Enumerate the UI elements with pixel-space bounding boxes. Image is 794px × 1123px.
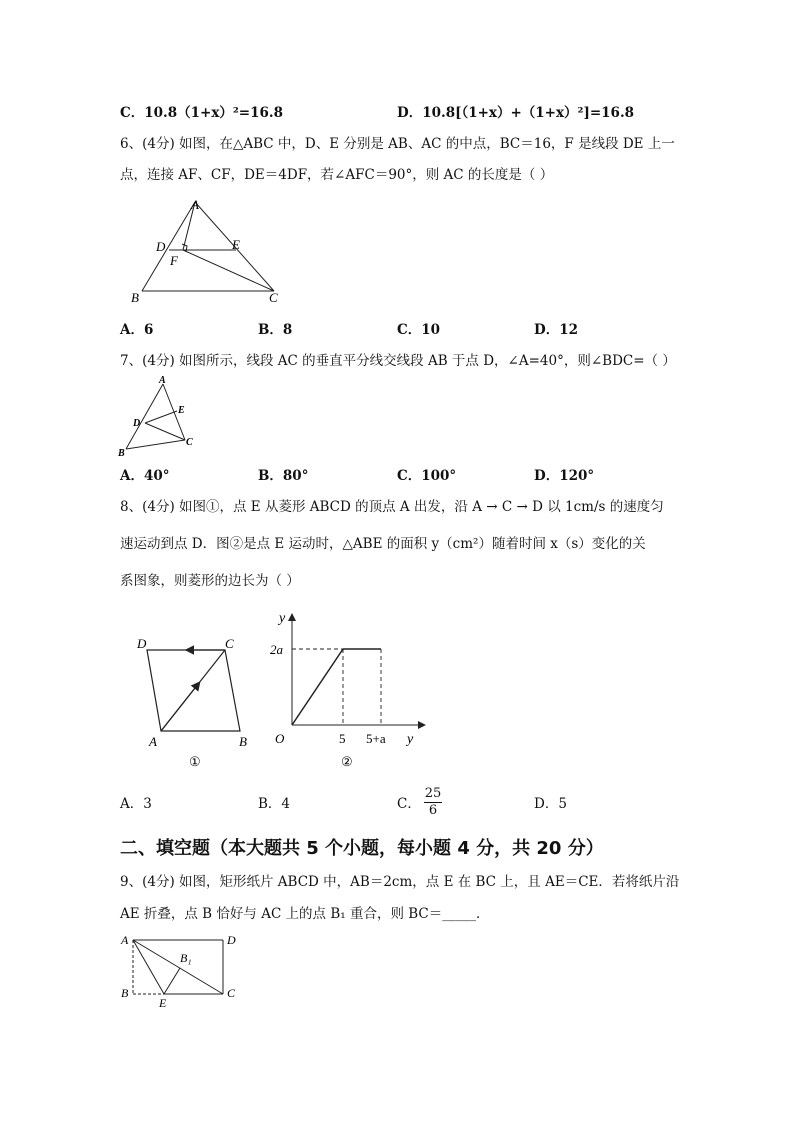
q6-option-c: C．10	[397, 322, 441, 338]
q7-option-c: C．100°	[397, 468, 457, 484]
q8-graph-origin: O	[275, 731, 285, 746]
q5-option-d: D．10.8[（1+x）+（1+x）²]=16.8	[397, 105, 635, 121]
q8-option-c-prefix: C．	[397, 796, 421, 812]
q8-figure1-rhombus	[125, 628, 265, 773]
q6-option-a: A．6	[120, 322, 154, 338]
q8-fig1-label-b: B	[239, 734, 247, 749]
q7-figure	[115, 374, 205, 460]
q8-option-c-denominator: 6	[428, 803, 438, 818]
q9-label-b: B	[121, 986, 129, 1000]
q9-segment-eb1	[164, 968, 180, 994]
q8-text-line1: 8、(4分) 如图①，点 E 从菱形 ABCD 的顶点 A 出发，沿 A → C → D 以 1cm/s 的速度匀	[120, 499, 664, 515]
q6-text-line1: 6、(4分) 如图，在△ABC 中，D、E 分别是 AB、AC 的中点，BC＝16，F 是线段 DE 上一	[120, 136, 675, 152]
q8-graph-y-label: y	[279, 611, 286, 626]
q7-text-line1: 7、(4分) 如图所示，线段 AC 的垂直平分线交线段 AB 于点 D，∠A=40°，则∠BDC=（ ）	[120, 353, 676, 369]
q8-arrow-ac	[161, 683, 199, 731]
q8-option-c-numerator: 25	[424, 786, 442, 801]
q9-label-c: C	[227, 986, 236, 1000]
q8-option-d: D．5	[534, 796, 567, 812]
q8-option-b: B．4	[258, 796, 291, 812]
q7-label-d: D	[133, 418, 141, 429]
section-fill-in-title: 二、填空题（本大题共 5 个小题，每小题 4 分，共 20 分）	[120, 838, 604, 859]
q6-label-d: D	[156, 239, 166, 254]
q7-option-a: A．40°	[120, 468, 170, 484]
q6-label-a: A	[191, 197, 199, 212]
q5-option-c: C．10.8（1+x）²=16.8	[120, 105, 283, 121]
q6-segment-cf	[183, 250, 274, 291]
q8-graph-x-tick-5a: 5+a	[366, 731, 386, 746]
q8-text-line2: 速运动到点 D．图②是点 E 运动时，△ABE 的面积 y（cm²）随着时间 x（s）变化的关	[120, 536, 646, 552]
q6-label-b: B	[131, 290, 139, 305]
q6-label-f: F	[170, 253, 178, 268]
q9-label-b1: B₁	[180, 951, 192, 965]
q7-label-c: C	[186, 437, 193, 448]
q8-graph-x-label: y	[407, 732, 414, 747]
q7-label-b: B	[118, 448, 125, 459]
q8-figure2-graph	[265, 608, 430, 773]
q8-fig2-caption: ②	[341, 754, 353, 769]
q9-text-line2: AE 折叠，点 B 恰好与 AC 上的点 B₁ 重合，则 BC＝_____．	[120, 906, 490, 922]
q7-segment-bc	[126, 440, 185, 449]
q9-text-line1: 9、(4分) 如图，矩形纸片 ABCD 中，AB＝2cm，点 E 在 BC 上，且 AE＝CE．若将纸片沿	[120, 874, 680, 890]
q9-label-e: E	[159, 996, 167, 1010]
q8-fig1-label-a: A	[149, 734, 157, 749]
q7-option-b: B．80°	[258, 468, 309, 484]
q8-graph-y-tick-2a: 2a	[270, 642, 283, 657]
q7-label-e: E	[178, 405, 185, 416]
q7-label-a: A	[159, 375, 166, 386]
q8-text-line3: 系图象，则菱形的边长为（ ）	[120, 573, 300, 589]
q9-label-d: D	[227, 933, 236, 947]
q7-segment-ab	[126, 384, 163, 449]
q8-fig1-label-c: C	[225, 636, 234, 651]
q8-graph-x-tick-5: 5	[339, 731, 346, 746]
q8-fig1-caption: ①	[189, 754, 201, 769]
q6-label-c: C	[269, 290, 278, 305]
q8-option-c-fraction	[424, 786, 442, 819]
q9-figure	[117, 930, 247, 1010]
q8-option-a: A．3	[120, 796, 152, 812]
q8-fig1-label-d: D	[137, 636, 147, 651]
q6-option-d: D．12	[534, 322, 578, 338]
q9-segment-ae	[133, 940, 164, 994]
q9-segment-ac	[133, 940, 223, 994]
q8-graph-rising-segment	[292, 649, 343, 725]
q7-option-d: D．120°	[534, 468, 595, 484]
q6-figure	[125, 193, 295, 308]
q6-option-b: B．8	[258, 322, 293, 338]
q6-text-line2: 点，连接 AF、CF，DE＝4DF，若∠AFC＝90°，则 AC 的长度是（ ）	[120, 167, 554, 183]
q9-label-a: A	[121, 933, 129, 947]
q7-segment-de	[145, 411, 177, 423]
q6-label-e: E	[232, 237, 240, 252]
